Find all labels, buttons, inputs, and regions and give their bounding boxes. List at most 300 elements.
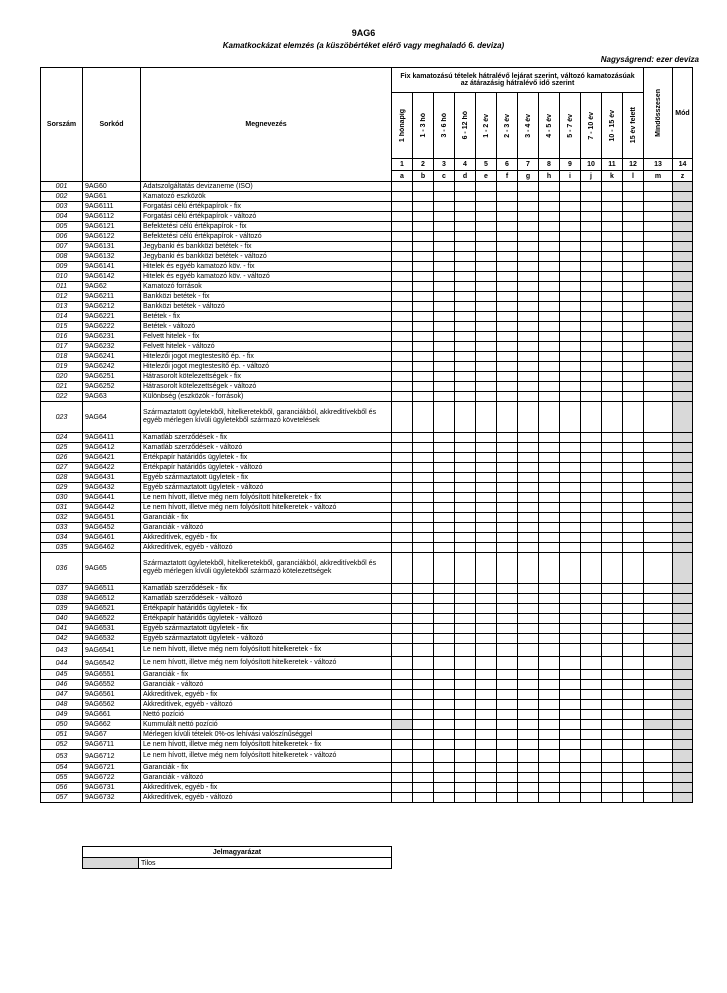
data-cell[interactable] bbox=[413, 262, 434, 272]
data-cell[interactable] bbox=[413, 773, 434, 783]
data-cell[interactable] bbox=[476, 624, 497, 634]
data-cell[interactable] bbox=[673, 670, 693, 680]
data-cell[interactable] bbox=[560, 503, 581, 513]
data-cell[interactable] bbox=[497, 690, 518, 700]
data-cell[interactable] bbox=[518, 192, 539, 202]
data-cell[interactable] bbox=[581, 232, 602, 242]
data-cell[interactable] bbox=[581, 322, 602, 332]
data-cell[interactable] bbox=[673, 242, 693, 252]
data-cell[interactable] bbox=[434, 182, 455, 192]
data-cell[interactable] bbox=[476, 453, 497, 463]
data-cell[interactable] bbox=[581, 783, 602, 793]
data-cell[interactable] bbox=[413, 392, 434, 402]
data-cell[interactable] bbox=[476, 634, 497, 644]
data-cell[interactable] bbox=[602, 322, 623, 332]
data-cell[interactable] bbox=[434, 232, 455, 242]
data-cell[interactable] bbox=[539, 342, 560, 352]
data-cell[interactable] bbox=[673, 763, 693, 773]
data-cell[interactable] bbox=[413, 750, 434, 763]
data-cell[interactable] bbox=[644, 614, 673, 624]
data-cell[interactable] bbox=[476, 543, 497, 553]
data-cell[interactable] bbox=[497, 710, 518, 720]
data-cell[interactable] bbox=[644, 594, 673, 604]
data-cell[interactable] bbox=[560, 342, 581, 352]
data-cell[interactable] bbox=[644, 202, 673, 212]
data-cell[interactable] bbox=[455, 700, 476, 710]
data-cell[interactable] bbox=[392, 292, 413, 302]
data-cell[interactable] bbox=[476, 690, 497, 700]
data-cell[interactable] bbox=[434, 644, 455, 657]
data-cell[interactable] bbox=[602, 192, 623, 202]
data-cell[interactable] bbox=[392, 282, 413, 292]
data-cell[interactable] bbox=[476, 212, 497, 222]
data-cell[interactable] bbox=[392, 332, 413, 342]
data-cell[interactable] bbox=[539, 513, 560, 523]
data-cell[interactable] bbox=[413, 783, 434, 793]
data-cell[interactable] bbox=[560, 372, 581, 382]
data-cell[interactable] bbox=[539, 362, 560, 372]
data-cell[interactable] bbox=[392, 604, 413, 614]
data-cell[interactable] bbox=[476, 773, 497, 783]
data-cell[interactable] bbox=[497, 282, 518, 292]
data-cell[interactable] bbox=[539, 453, 560, 463]
data-cell[interactable] bbox=[673, 773, 693, 783]
data-cell[interactable] bbox=[392, 614, 413, 624]
data-cell[interactable] bbox=[497, 402, 518, 433]
data-cell[interactable] bbox=[560, 720, 581, 730]
data-cell[interactable] bbox=[392, 763, 413, 773]
data-cell[interactable] bbox=[581, 302, 602, 312]
data-cell[interactable] bbox=[497, 634, 518, 644]
data-cell[interactable] bbox=[518, 730, 539, 740]
data-cell[interactable] bbox=[644, 222, 673, 232]
data-cell[interactable] bbox=[497, 543, 518, 553]
data-cell[interactable] bbox=[560, 182, 581, 192]
data-cell[interactable] bbox=[518, 202, 539, 212]
data-cell[interactable] bbox=[392, 272, 413, 282]
data-cell[interactable] bbox=[602, 433, 623, 443]
data-cell[interactable] bbox=[455, 594, 476, 604]
data-cell[interactable] bbox=[644, 382, 673, 392]
data-cell[interactable] bbox=[623, 584, 644, 594]
data-cell[interactable] bbox=[434, 584, 455, 594]
data-cell[interactable] bbox=[434, 202, 455, 212]
data-cell[interactable] bbox=[581, 690, 602, 700]
data-cell[interactable] bbox=[413, 182, 434, 192]
data-cell[interactable] bbox=[518, 212, 539, 222]
data-cell[interactable] bbox=[497, 533, 518, 543]
data-cell[interactable] bbox=[518, 443, 539, 453]
data-cell[interactable] bbox=[602, 763, 623, 773]
data-cell[interactable] bbox=[434, 657, 455, 670]
data-cell[interactable] bbox=[413, 584, 434, 594]
data-cell[interactable] bbox=[560, 680, 581, 690]
data-cell[interactable] bbox=[413, 533, 434, 543]
data-cell[interactable] bbox=[560, 402, 581, 433]
data-cell[interactable] bbox=[644, 690, 673, 700]
data-cell[interactable] bbox=[560, 670, 581, 680]
data-cell[interactable] bbox=[560, 710, 581, 720]
data-cell[interactable] bbox=[602, 533, 623, 543]
data-cell[interactable] bbox=[518, 342, 539, 352]
data-cell[interactable] bbox=[497, 202, 518, 212]
data-cell[interactable] bbox=[673, 232, 693, 242]
data-cell[interactable] bbox=[392, 312, 413, 322]
data-cell[interactable] bbox=[560, 282, 581, 292]
data-cell[interactable] bbox=[644, 657, 673, 670]
data-cell[interactable] bbox=[455, 453, 476, 463]
data-cell[interactable] bbox=[581, 402, 602, 433]
data-cell[interactable] bbox=[497, 503, 518, 513]
data-cell[interactable] bbox=[455, 680, 476, 690]
data-cell[interactable] bbox=[455, 222, 476, 232]
data-cell[interactable] bbox=[518, 483, 539, 493]
data-cell[interactable] bbox=[434, 242, 455, 252]
data-cell[interactable] bbox=[434, 473, 455, 483]
data-cell[interactable] bbox=[518, 473, 539, 483]
data-cell[interactable] bbox=[539, 282, 560, 292]
data-cell[interactable] bbox=[413, 192, 434, 202]
data-cell[interactable] bbox=[434, 690, 455, 700]
data-cell[interactable] bbox=[602, 604, 623, 614]
data-cell[interactable] bbox=[539, 332, 560, 342]
data-cell[interactable] bbox=[392, 402, 413, 433]
data-cell[interactable] bbox=[476, 352, 497, 362]
data-cell[interactable] bbox=[623, 362, 644, 372]
data-cell[interactable] bbox=[581, 282, 602, 292]
data-cell[interactable] bbox=[518, 793, 539, 803]
data-cell[interactable] bbox=[560, 624, 581, 634]
data-cell[interactable] bbox=[392, 634, 413, 644]
data-cell[interactable] bbox=[434, 192, 455, 202]
data-cell[interactable] bbox=[518, 644, 539, 657]
data-cell[interactable] bbox=[518, 750, 539, 763]
data-cell[interactable] bbox=[518, 372, 539, 382]
data-cell[interactable] bbox=[476, 443, 497, 453]
data-cell[interactable] bbox=[455, 720, 476, 730]
data-cell[interactable] bbox=[434, 523, 455, 533]
data-cell[interactable] bbox=[644, 473, 673, 483]
data-cell[interactable] bbox=[392, 700, 413, 710]
data-cell[interactable] bbox=[623, 503, 644, 513]
data-cell[interactable] bbox=[413, 670, 434, 680]
data-cell[interactable] bbox=[497, 302, 518, 312]
data-cell[interactable] bbox=[455, 763, 476, 773]
data-cell[interactable] bbox=[476, 252, 497, 262]
data-cell[interactable] bbox=[497, 222, 518, 232]
data-cell[interactable] bbox=[602, 232, 623, 242]
data-cell[interactable] bbox=[560, 443, 581, 453]
data-cell[interactable] bbox=[581, 503, 602, 513]
data-cell[interactable] bbox=[539, 382, 560, 392]
data-cell[interactable] bbox=[560, 740, 581, 750]
data-cell[interactable] bbox=[455, 392, 476, 402]
data-cell[interactable] bbox=[518, 710, 539, 720]
data-cell[interactable] bbox=[413, 453, 434, 463]
data-cell[interactable] bbox=[497, 553, 518, 584]
data-cell[interactable] bbox=[581, 242, 602, 252]
data-cell[interactable] bbox=[539, 322, 560, 332]
data-cell[interactable] bbox=[518, 272, 539, 282]
data-cell[interactable] bbox=[581, 453, 602, 463]
data-cell[interactable] bbox=[539, 262, 560, 272]
data-cell[interactable] bbox=[497, 763, 518, 773]
data-cell[interactable] bbox=[623, 352, 644, 362]
data-cell[interactable] bbox=[602, 553, 623, 584]
data-cell[interactable] bbox=[560, 453, 581, 463]
data-cell[interactable] bbox=[602, 710, 623, 720]
data-cell[interactable] bbox=[434, 680, 455, 690]
data-cell[interactable] bbox=[434, 553, 455, 584]
data-cell[interactable] bbox=[644, 670, 673, 680]
data-cell[interactable] bbox=[434, 262, 455, 272]
data-cell[interactable] bbox=[392, 372, 413, 382]
data-cell[interactable] bbox=[413, 473, 434, 483]
data-cell[interactable] bbox=[560, 793, 581, 803]
data-cell[interactable] bbox=[644, 402, 673, 433]
data-cell[interactable] bbox=[673, 302, 693, 312]
data-cell[interactable] bbox=[623, 262, 644, 272]
data-cell[interactable] bbox=[623, 657, 644, 670]
data-cell[interactable] bbox=[497, 773, 518, 783]
data-cell[interactable] bbox=[413, 710, 434, 720]
data-cell[interactable] bbox=[518, 292, 539, 302]
data-cell[interactable] bbox=[434, 710, 455, 720]
data-cell[interactable] bbox=[476, 493, 497, 503]
data-cell[interactable] bbox=[455, 382, 476, 392]
data-cell[interactable] bbox=[644, 302, 673, 312]
data-cell[interactable] bbox=[518, 543, 539, 553]
data-cell[interactable] bbox=[392, 553, 413, 584]
data-cell[interactable] bbox=[560, 533, 581, 543]
data-cell[interactable] bbox=[644, 282, 673, 292]
data-cell[interactable] bbox=[560, 433, 581, 443]
data-cell[interactable] bbox=[455, 332, 476, 342]
data-cell[interactable] bbox=[602, 182, 623, 192]
data-cell[interactable] bbox=[455, 657, 476, 670]
data-cell[interactable] bbox=[560, 192, 581, 202]
data-cell[interactable] bbox=[602, 252, 623, 262]
data-cell[interactable] bbox=[518, 604, 539, 614]
data-cell[interactable] bbox=[434, 614, 455, 624]
data-cell[interactable] bbox=[539, 212, 560, 222]
data-cell[interactable] bbox=[518, 533, 539, 543]
data-cell[interactable] bbox=[476, 402, 497, 433]
data-cell[interactable] bbox=[581, 750, 602, 763]
data-cell[interactable] bbox=[539, 192, 560, 202]
data-cell[interactable] bbox=[392, 513, 413, 523]
data-cell[interactable] bbox=[497, 463, 518, 473]
data-cell[interactable] bbox=[413, 700, 434, 710]
data-cell[interactable] bbox=[581, 382, 602, 392]
data-cell[interactable] bbox=[673, 352, 693, 362]
data-cell[interactable] bbox=[644, 584, 673, 594]
data-cell[interactable] bbox=[497, 680, 518, 690]
data-cell[interactable] bbox=[644, 392, 673, 402]
data-cell[interactable] bbox=[455, 302, 476, 312]
data-cell[interactable] bbox=[623, 533, 644, 543]
data-cell[interactable] bbox=[497, 242, 518, 252]
data-cell[interactable] bbox=[434, 252, 455, 262]
data-cell[interactable] bbox=[644, 740, 673, 750]
data-cell[interactable] bbox=[602, 584, 623, 594]
data-cell[interactable] bbox=[560, 543, 581, 553]
data-cell[interactable] bbox=[581, 730, 602, 740]
data-cell[interactable] bbox=[497, 594, 518, 604]
data-cell[interactable] bbox=[497, 700, 518, 710]
data-cell[interactable] bbox=[644, 773, 673, 783]
data-cell[interactable] bbox=[476, 192, 497, 202]
data-cell[interactable] bbox=[434, 222, 455, 232]
data-cell[interactable] bbox=[673, 793, 693, 803]
data-cell[interactable] bbox=[602, 513, 623, 523]
data-cell[interactable] bbox=[581, 763, 602, 773]
data-cell[interactable] bbox=[560, 604, 581, 614]
data-cell[interactable] bbox=[602, 634, 623, 644]
data-cell[interactable] bbox=[623, 700, 644, 710]
data-cell[interactable] bbox=[476, 232, 497, 242]
data-cell[interactable] bbox=[539, 670, 560, 680]
data-cell[interactable] bbox=[581, 624, 602, 634]
data-cell[interactable] bbox=[623, 402, 644, 433]
data-cell[interactable] bbox=[644, 212, 673, 222]
data-cell[interactable] bbox=[539, 634, 560, 644]
data-cell[interactable] bbox=[560, 513, 581, 523]
data-cell[interactable] bbox=[413, 332, 434, 342]
data-cell[interactable] bbox=[455, 793, 476, 803]
data-cell[interactable] bbox=[434, 634, 455, 644]
data-cell[interactable] bbox=[434, 730, 455, 740]
data-cell[interactable] bbox=[581, 372, 602, 382]
data-cell[interactable] bbox=[497, 312, 518, 322]
data-cell[interactable] bbox=[602, 453, 623, 463]
data-cell[interactable] bbox=[413, 730, 434, 740]
data-cell[interactable] bbox=[518, 362, 539, 372]
data-cell[interactable] bbox=[560, 463, 581, 473]
data-cell[interactable] bbox=[623, 382, 644, 392]
data-cell[interactable] bbox=[581, 192, 602, 202]
data-cell[interactable] bbox=[673, 262, 693, 272]
data-cell[interactable] bbox=[644, 312, 673, 322]
data-cell[interactable] bbox=[539, 252, 560, 262]
data-cell[interactable] bbox=[644, 232, 673, 242]
data-cell[interactable] bbox=[413, 543, 434, 553]
data-cell[interactable] bbox=[455, 202, 476, 212]
data-cell[interactable] bbox=[673, 202, 693, 212]
data-cell[interactable] bbox=[539, 402, 560, 433]
data-cell[interactable] bbox=[497, 720, 518, 730]
data-cell[interactable] bbox=[497, 740, 518, 750]
data-cell[interactable] bbox=[497, 483, 518, 493]
data-cell[interactable] bbox=[602, 670, 623, 680]
data-cell[interactable] bbox=[392, 730, 413, 740]
data-cell[interactable] bbox=[455, 503, 476, 513]
data-cell[interactable] bbox=[518, 433, 539, 443]
data-cell[interactable] bbox=[518, 332, 539, 342]
data-cell[interactable] bbox=[673, 604, 693, 614]
data-cell[interactable] bbox=[623, 793, 644, 803]
data-cell[interactable] bbox=[455, 312, 476, 322]
data-cell[interactable] bbox=[392, 773, 413, 783]
data-cell[interactable] bbox=[560, 763, 581, 773]
data-cell[interactable] bbox=[392, 750, 413, 763]
data-cell[interactable] bbox=[644, 352, 673, 362]
data-cell[interactable] bbox=[581, 483, 602, 493]
data-cell[interactable] bbox=[623, 523, 644, 533]
data-cell[interactable] bbox=[392, 670, 413, 680]
data-cell[interactable] bbox=[644, 483, 673, 493]
data-cell[interactable] bbox=[518, 783, 539, 793]
data-cell[interactable] bbox=[560, 584, 581, 594]
data-cell[interactable] bbox=[455, 670, 476, 680]
data-cell[interactable] bbox=[623, 322, 644, 332]
data-cell[interactable] bbox=[392, 503, 413, 513]
data-cell[interactable] bbox=[539, 242, 560, 252]
data-cell[interactable] bbox=[623, 710, 644, 720]
data-cell[interactable] bbox=[581, 443, 602, 453]
data-cell[interactable] bbox=[518, 503, 539, 513]
data-cell[interactable] bbox=[455, 783, 476, 793]
data-cell[interactable] bbox=[581, 644, 602, 657]
data-cell[interactable] bbox=[497, 382, 518, 392]
data-cell[interactable] bbox=[392, 523, 413, 533]
data-cell[interactable] bbox=[476, 584, 497, 594]
data-cell[interactable] bbox=[392, 382, 413, 392]
data-cell[interactable] bbox=[623, 720, 644, 730]
data-cell[interactable] bbox=[476, 473, 497, 483]
data-cell[interactable] bbox=[602, 463, 623, 473]
data-cell[interactable] bbox=[497, 443, 518, 453]
data-cell[interactable] bbox=[673, 700, 693, 710]
data-cell[interactable] bbox=[392, 342, 413, 352]
data-cell[interactable] bbox=[497, 322, 518, 332]
data-cell[interactable] bbox=[392, 302, 413, 312]
data-cell[interactable] bbox=[455, 212, 476, 222]
data-cell[interactable] bbox=[539, 793, 560, 803]
data-cell[interactable] bbox=[413, 594, 434, 604]
data-cell[interactable] bbox=[455, 282, 476, 292]
data-cell[interactable] bbox=[539, 503, 560, 513]
data-cell[interactable] bbox=[413, 523, 434, 533]
data-cell[interactable] bbox=[497, 252, 518, 262]
data-cell[interactable] bbox=[560, 473, 581, 483]
data-cell[interactable] bbox=[497, 493, 518, 503]
data-cell[interactable] bbox=[673, 282, 693, 292]
data-cell[interactable] bbox=[455, 272, 476, 282]
data-cell[interactable] bbox=[497, 372, 518, 382]
data-cell[interactable] bbox=[455, 433, 476, 443]
data-cell[interactable] bbox=[581, 614, 602, 624]
data-cell[interactable] bbox=[392, 644, 413, 657]
data-cell[interactable] bbox=[623, 312, 644, 322]
data-cell[interactable] bbox=[581, 700, 602, 710]
data-cell[interactable] bbox=[623, 212, 644, 222]
data-cell[interactable] bbox=[539, 312, 560, 322]
data-cell[interactable] bbox=[476, 553, 497, 584]
data-cell[interactable] bbox=[673, 493, 693, 503]
data-cell[interactable] bbox=[623, 543, 644, 553]
data-cell[interactable] bbox=[434, 793, 455, 803]
data-cell[interactable] bbox=[476, 292, 497, 302]
data-cell[interactable] bbox=[476, 372, 497, 382]
data-cell[interactable] bbox=[497, 212, 518, 222]
data-cell[interactable] bbox=[476, 262, 497, 272]
data-cell[interactable] bbox=[602, 342, 623, 352]
data-cell[interactable] bbox=[581, 362, 602, 372]
data-cell[interactable] bbox=[644, 242, 673, 252]
data-cell[interactable] bbox=[392, 202, 413, 212]
data-cell[interactable] bbox=[602, 222, 623, 232]
